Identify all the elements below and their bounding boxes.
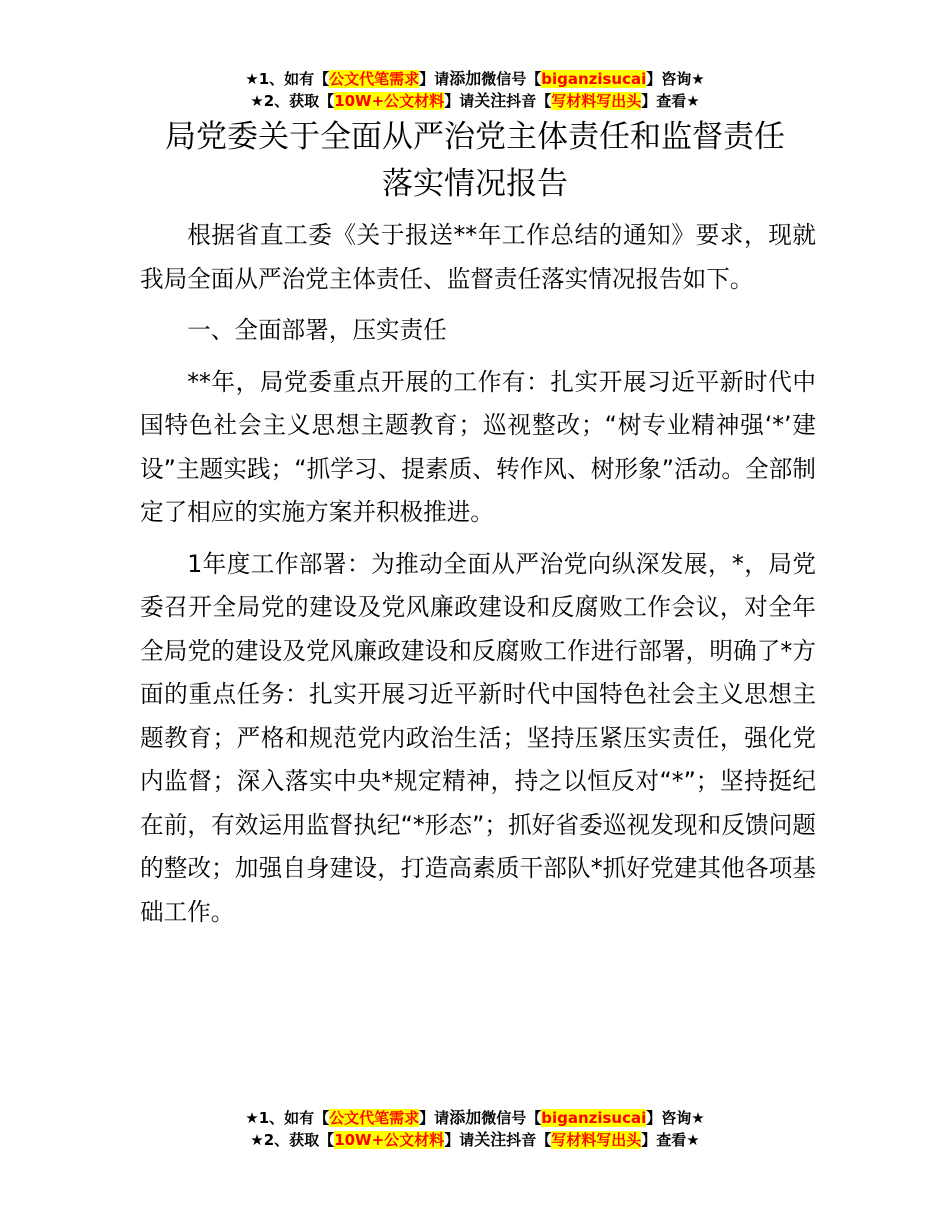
promo-text: 微信号【	[481, 1109, 542, 1127]
promo-text: 微信号【	[481, 70, 542, 88]
promo-text: 】查看★	[641, 1131, 700, 1149]
promo-text: 】请	[444, 1131, 475, 1149]
promo-text: ★2、获取【	[250, 92, 335, 110]
promo-highlight: 10W+公文材料	[334, 1131, 445, 1149]
promo-text: ★1、如有【	[245, 1109, 330, 1127]
promo-text: 】请	[419, 1109, 450, 1127]
promo-emphasis: 关注	[474, 1130, 507, 1149]
promo-text: 】查看★	[641, 92, 700, 110]
promo-emphasis: 添加	[449, 1108, 482, 1127]
promo-line-1	[0, 68, 950, 90]
promo-text: ★1、如有【	[245, 70, 330, 88]
promo-highlight: 写材料写出头	[551, 92, 642, 110]
promo-highlight: 10W+公文材料	[334, 92, 445, 110]
promo-emphasis: 关注	[474, 91, 507, 110]
promo-line-1	[0, 1107, 950, 1129]
body-paragraph: 1年度工作部署：为推动全面从严治党向纵深发展，*，局党委召开全局党的建设及党风廉政建设和反腐败工作会议，对全年全局党的建设及党风廉政建设和反腐败工作进行部署，明确了*方面的重点任务：扎实开展习近平新时代中国特色社会主义思想主题教育；严格和规范党内政治生活；坚持压紧压实责任，强化党内监督；深入落实中央*规定精神，持之以恒反对“*”；坚持挺纪在前，有效运用监督执纪“*形态”；抓好省委巡视发现和反馈问题的整改；加强自身建设，打造高素质干部队*抓好党建其他各项基础工作。	[140, 549, 816, 926]
promo-emphasis: 添加	[449, 69, 482, 88]
title-line-1: 局党委关于全面从严治党主体责任和监督责任	[165, 119, 785, 155]
promo-text: ★2、获取【	[250, 1131, 335, 1149]
intro-paragraph: 根据省直工委《关于报送**年工作总结的通知》要求，现就我局全面从严治党主体责任、监督责任落实情况报告如下。	[140, 221, 816, 293]
promo-text: 抖音【	[506, 1131, 552, 1149]
promo-text: 抖音【	[506, 92, 552, 110]
footer-promo-banner	[0, 1107, 950, 1151]
promo-highlight: biganzisucai	[541, 1109, 647, 1127]
promo-text: 】请	[419, 70, 450, 88]
promo-text: 】咨询★	[646, 70, 705, 88]
document-title	[0, 114, 950, 208]
promo-text: 】请	[444, 92, 475, 110]
promo-highlight: biganzisucai	[541, 70, 647, 88]
promo-line-2	[0, 1129, 950, 1151]
title-line-2: 落实情况报告	[382, 166, 568, 202]
body-paragraph: **年，局党委重点开展的工作有：扎实开展习近平新时代中国特色社会主义思想主题教育；巡视整改；“树专业精神强‘*’建设”主题实践；“抓学习、提素质、转作风、树形象”活动。全部制定了相应的实施方案并积极推进。	[140, 367, 816, 526]
header-promo-banner	[0, 68, 950, 112]
promo-line-2	[0, 90, 950, 112]
section-heading: 一、全面部署，压实责任	[187, 316, 447, 344]
document-body	[140, 214, 816, 942]
promo-highlight: 公文代笔需求	[329, 70, 420, 88]
promo-highlight: 公文代笔需求	[329, 1109, 420, 1127]
promo-text: 】咨询★	[646, 1109, 705, 1127]
promo-highlight: 写材料写出头	[551, 1131, 642, 1149]
